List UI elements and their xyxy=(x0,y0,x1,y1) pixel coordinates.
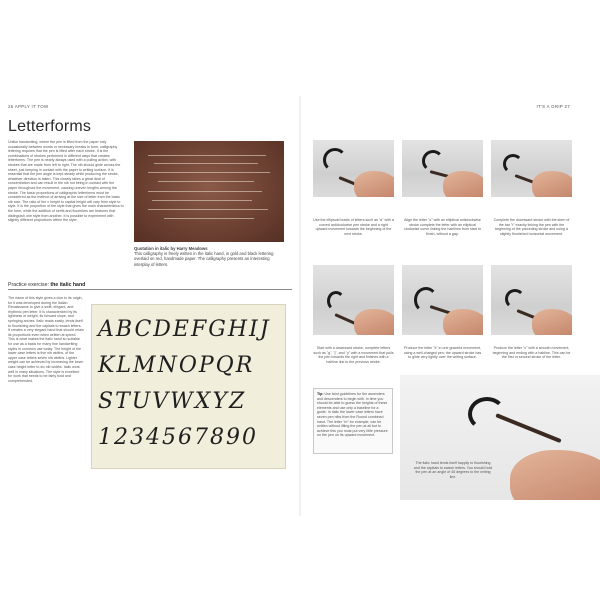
step-photo-2 xyxy=(402,140,483,197)
quote-caption-body: This calligraphy is freely written in the italic hand, in gold and black lettering overlaid on red, handmade paper. The calligraphy presents an interesting interplay of letters. xyxy=(134,251,274,267)
practice-highlight: the italic hand xyxy=(50,282,86,288)
page-title: Letterforms xyxy=(8,118,92,135)
intro-text: Unlike handwriting, where the pen is lifted from the paper only occasionally between words or necessary breaks in form, calligraphy lettering requires that the pen is lifted after each stroke. It is the combinations of strokes performed in different ways that creates letterforms. The pen is nearly always used with a pulling action, with strokes that are made from left to right. The nib should glide across the sheet, just keeping in contact with the paper to writing surface. It is essential that the pen angle is kept steady while producing the stroke, whatever direction is taken. This closely takes a great deal of concentration and can result in the nib not being in contact with the paper throughout the movement, causing uneven lengths among the stroke. The basic proportions of calligraphic letterforms must be considered as the method of arriving at the size of letter from the basic nib size. The ratio of the x height to capital height will vary from style to style. It is the proportion of the style that gives the main characteristics to the form, while the addition of serifs and flourishes are features that distinguish one style from another. It is possible to experiment with slightly different proportions within the style. xyxy=(8,140,124,223)
step-caption-5: Produce the letter "k" in one graceful movement, using a well-charged pen; the upward stroke has to glide very lightly over the writing surface. xyxy=(403,346,482,360)
flourish-caption: The italic hand lends itself happily to flourishing and the capitals to swash letters. You should hold the pen at an angle of 45 degrees to the writing line. xyxy=(413,461,493,479)
step-photo-6 xyxy=(491,265,572,335)
step-caption-1: Use the ellipsoid bowls of letters such as "a" with a curved anticlockwise pen stroke and a right upward movement towards the beginning of the next stroke. xyxy=(313,218,394,236)
page-header-left: 26 APPLY IT TOW xyxy=(8,104,49,109)
step-photo-4 xyxy=(313,265,394,335)
step-photo-5 xyxy=(402,265,483,335)
practice-heading xyxy=(8,282,85,288)
practice-label: Practice exercise: xyxy=(8,282,49,288)
step-caption-2: Align the letter "o" with an elliptical anticlockwise stroke complete the letter with an elliptical clockwise curve linking the hairlines from start to finish, without a gap. xyxy=(404,218,481,236)
sample-row-1: ABCDEFGHIJ xyxy=(98,317,271,342)
sample-row-3: STUVWXYZ xyxy=(98,389,247,414)
tip-text: Use faint guidelines for the ascenders and descenders to begin with. In time you should be able to guess the heights of these elements and use only a baseline for a guide. In italic the lower case letters have seven pen nibs from the Round combined hand. The letter "m" for example, can be written without lifting the pen at all but to achieve this you must put very little pressure on the pen on its upward movement. xyxy=(317,392,388,438)
section-rule xyxy=(8,289,292,290)
calligraphy-quote-image xyxy=(134,141,284,242)
quote-caption-title: Quotation in italic by Harry Meadows xyxy=(134,246,208,251)
step-photo-3 xyxy=(491,140,572,197)
practice-text: The name of this style gives a clue to its origin, for it was developed during the Italian Renaissance to give a swift, elegant, and rhythmic pen letter. It is characterized by its lightness of weight, its forward slope, and springing arches. Italic reads easily, lends itself to flourishing and the capitals to swash letters. It creates a very elegant hand that should retain its proportions even when written at speed. This is what makes the italic hand so suitable for use as a basis for many fine handwriting styles in common use today. The height of the lower case letters is five nib widths, of the upper case letters seven nib widths. Lighter weight can be achieved by increasing the lower case height letter to six nib widths. Italic work well in many situations. The style is excellent for work that needs to be fairly bold and comprehended. xyxy=(8,296,84,383)
page-header-right: IT'S A GRIP 27 xyxy=(536,104,570,109)
page-gutter xyxy=(299,96,301,516)
step-photo-1 xyxy=(313,140,394,197)
sample-row-4: 1234567890 xyxy=(98,425,258,450)
flourish-photo xyxy=(400,375,600,500)
tip-label: Tip: xyxy=(317,392,324,396)
step-caption-3: Complete the downward stroke with the stem of the bar "t" exactly linking the pen with the beginning of the preceding stroke and using a slightly flourished horizontal movement. xyxy=(493,218,570,236)
sample-row-2: KLMNOPQR xyxy=(98,353,255,378)
step-caption-4: Start with a downward stroke, complete letters such as "g", "j", and "y" with a movement that pulls the pen towards the right and finishes with a hairline link to the previous stroke. xyxy=(313,346,394,364)
tip-box xyxy=(313,388,393,454)
step-caption-6: Produce the letter "v" with a smooth movement, beginning and ending with a hairline. This can be the first or second stroke of the letter. xyxy=(492,346,571,360)
italic-alphabet-sample xyxy=(91,304,286,469)
quote-caption xyxy=(134,246,284,267)
